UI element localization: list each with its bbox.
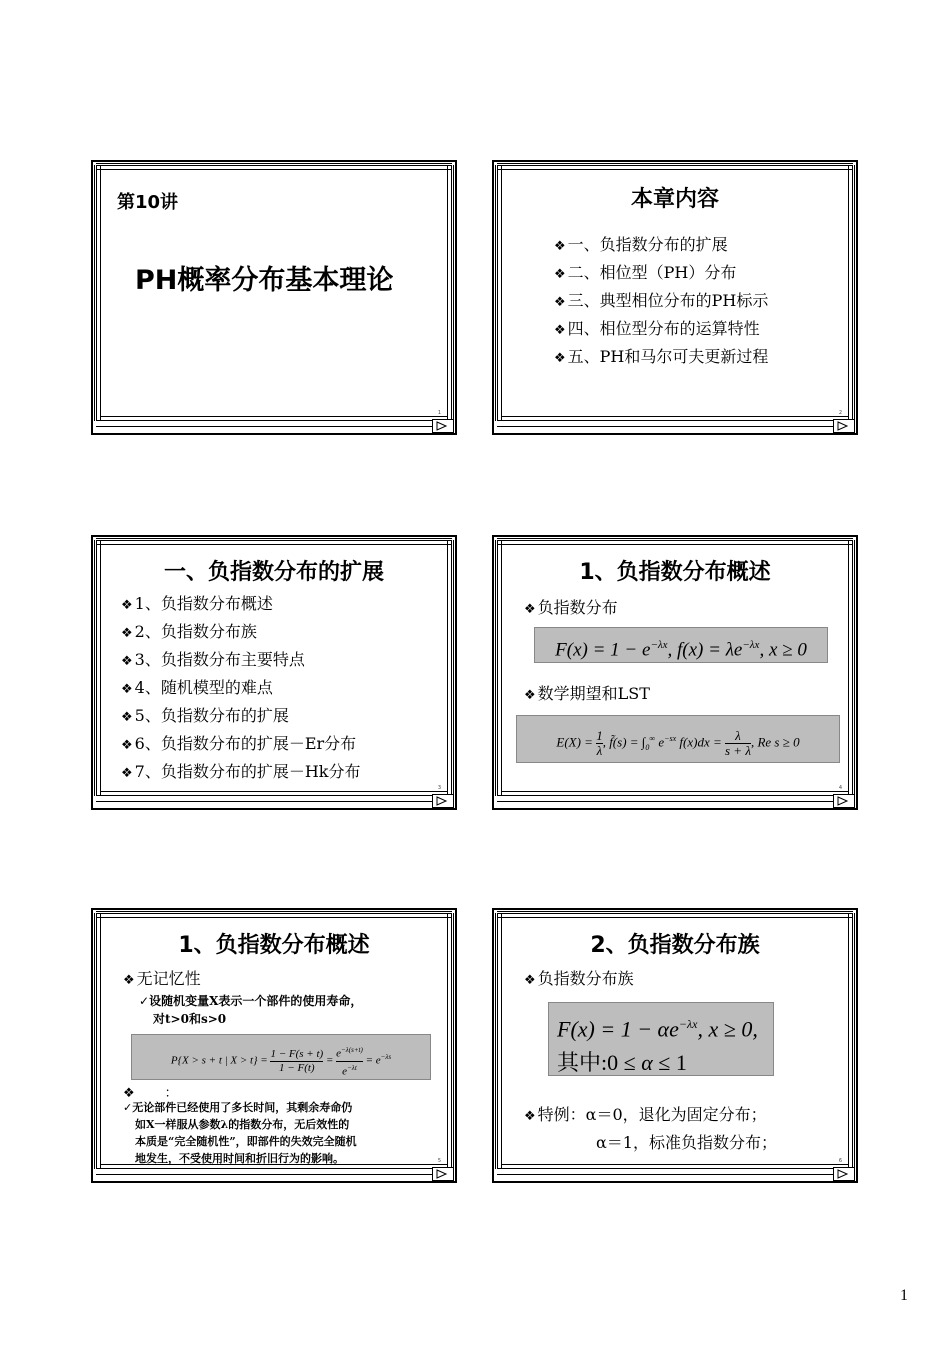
page-number: 1 [900, 1287, 908, 1304]
next-slide-icon [432, 1167, 454, 1181]
list-item: ❖ 一、负指数分布的扩展 [554, 235, 728, 254]
formula-expectation: E(X) = $\frac{1}{\lambda}$ , f̃(s) = $\int_0^\infty$ $e^{-sx}$ f(x)dx = $\frac{\lambda}{s + \lambda}$ , Re s ≥ 0 [516, 715, 840, 763]
slide-number: 2 [838, 410, 842, 416]
next-slide-icon [432, 794, 454, 808]
next-slide-icon [432, 419, 454, 433]
slide-number: 1 [437, 410, 441, 416]
list-item: ❖ 2、负指数分布族 [121, 622, 257, 641]
slide-number: 4 [838, 785, 842, 791]
list-item: ❖ 7、负指数分布的扩展－Hk分布 [121, 762, 361, 781]
slide-number: 3 [437, 785, 441, 791]
list-item: ❖ 5、负指数分布的扩展 [121, 706, 289, 725]
list-item: ❖ 6、负指数分布的扩展－Er分布 [121, 734, 357, 753]
list-item: ❖ 五、PH和马尔可夫更新过程 [554, 347, 769, 366]
check-item-2: ✓无论部件已经使用了多长时间，其剩余寿命仍 如X一样服从参数λ的指数分布，无后效性的 本质是“完全随机性”，即部件的失效完全随机 地发生，不受使用时间和折旧行为的影响。 [123, 1101, 357, 1165]
contents-list [554, 232, 768, 372]
list-item: ❖ 1、负指数分布概述 [121, 594, 273, 613]
slide-title: 一、负指数分布的扩展 [163, 560, 384, 585]
bullet-family: ❖ 负指数分布族 [524, 969, 634, 988]
slide-title: 1、负指数分布概述 [579, 560, 771, 585]
slide-title: 1、负指数分布概述 [178, 933, 370, 958]
special-cases: ❖ 特例：α＝0，退化为固定分布； α＝1，标准负指数分布； [524, 1105, 777, 1152]
section-list [121, 591, 361, 787]
bullet-memoryless: ❖ 无记忆性 [123, 969, 201, 988]
lecture-heading: 第10讲 [117, 192, 179, 213]
slide-6 [492, 908, 858, 1183]
slide-2 [492, 160, 858, 435]
slide-1 [91, 160, 457, 435]
slide-3 [91, 535, 457, 810]
next-slide-icon [833, 419, 855, 433]
bullet-exponential: ❖ 负指数分布 [524, 598, 618, 617]
list-item: ❖ 二、相位型（PH）分布 [554, 263, 737, 282]
bullet-colon: ❖ ： [123, 1086, 178, 1101]
formula-memoryless: P{X > s + t | X > t} = $\frac{1 - F(s + t)}{1 - F(t)}$ = $\frac{e^{-\lambda(s+t)}}{e^{-\lambda t}}$ = $e^{-\lambda s}$ [131, 1034, 431, 1080]
formula-distribution: $F(x) = 1 - e^{-\lambda x}$, $f(x) = \lambda e^{-\lambda x}$, x ≥ 0 [534, 627, 828, 663]
list-item: ❖ 3、负指数分布主要特点 [121, 650, 305, 669]
next-slide-icon [833, 794, 855, 808]
slide-4 [492, 535, 858, 810]
slide-title: 2、负指数分布族 [590, 933, 760, 958]
list-item: ❖ 4、随机模型的难点 [121, 678, 273, 697]
slide-5 [91, 908, 457, 1183]
list-item: ❖ 三、典型相位分布的PH标示 [554, 291, 769, 310]
slide-title: 本章内容 [630, 187, 719, 212]
bullet-expectation: ❖ 数学期望和LST [524, 684, 650, 703]
next-slide-icon [833, 1167, 855, 1181]
check-item: ✓设随机变量X表示一个部件的使用寿命， 对t>0和s>0 [139, 994, 363, 1026]
slide-number: 6 [838, 1158, 842, 1164]
list-item: ❖ 四、相位型分布的运算特性 [554, 319, 760, 338]
lecture-title: PH概率分布基本理论 [135, 265, 394, 296]
slide-number: 5 [437, 1158, 441, 1164]
formula-family: $F(x) = 1 - \alpha e^{-\lambda x}$, x ≥ 0, 其中:0 ≤ α ≤ 1 [548, 1002, 774, 1076]
